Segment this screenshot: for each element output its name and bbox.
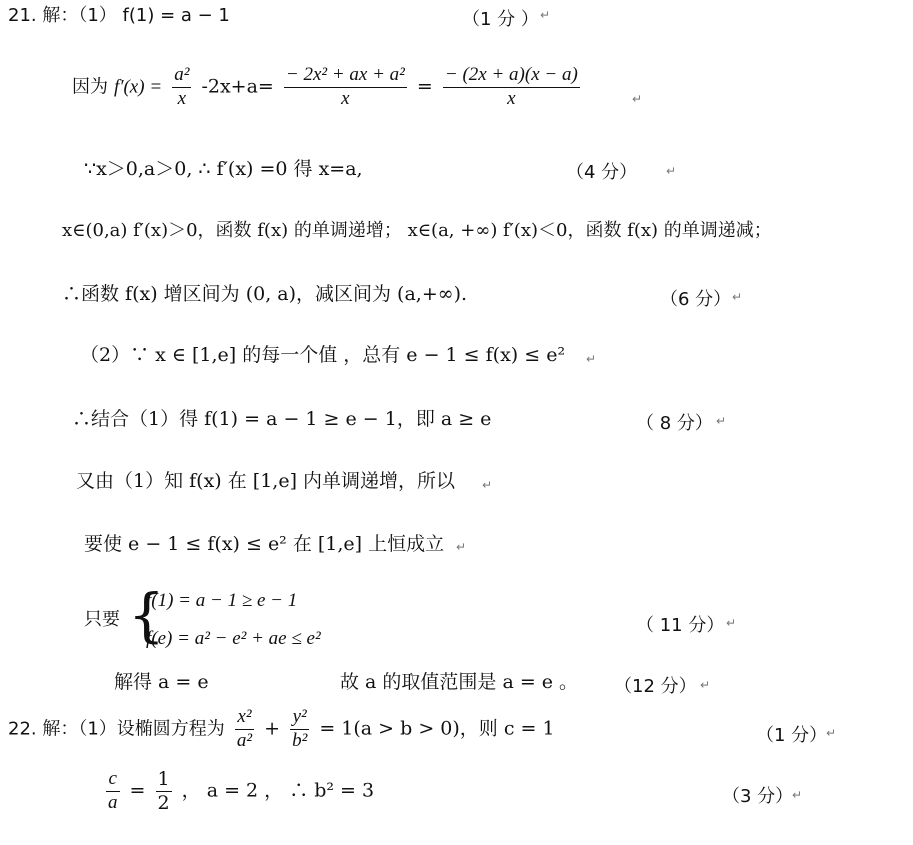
fraction-y2-over-b2 [290,706,309,753]
fraction-denominator: 2 [157,791,170,814]
q22-result: ， a = 2 ， ∴ b² = 3 [181,779,375,802]
fraction-numerator: 1 [157,768,170,790]
combine-text: ∴结合（1）得 f(1) = a − 1 ≥ e − 1，即 a ≥ e [72,408,492,430]
paragraph-mark-icon: ↵ [726,616,737,630]
q21-condition-1 [146,589,297,613]
fraction-numerator: a² [172,64,191,88]
q21-conclusion-line [340,671,578,694]
paragraph-mark-icon: ↵ [456,540,467,554]
q21-interval-line [62,283,467,306]
fraction-numerator: y² [290,706,309,730]
q21-combine-line [72,408,491,431]
q21-again-line [76,470,455,493]
fraction-one-half [156,768,172,815]
q21-score-6: （6 分） [660,289,732,310]
q21-score-12: （12 分） [614,676,697,697]
fraction-a2-over-x [172,64,191,111]
equals-sign: = [129,779,146,802]
since-text: ∵x＞0,a＞0, ∴ f′(x) =0 得 x=a, [84,158,363,180]
condition-1-text: f(1) = a − 1 ≥ e − 1 [146,590,298,611]
part2-text: （2）∵ x ∈ [1,e] 的每一个值 ，总有 e − 1 ≤ f(x) ≤ e² [80,344,566,366]
because-label: 因为 [72,76,108,98]
paragraph-mark-icon: ↵ [700,678,711,692]
q21-since-line [84,158,363,181]
q21-condition-2 [146,627,321,651]
fraction-numerator: − 2x² + ax + a² [284,64,407,88]
system-brace: { [128,581,165,649]
q21-part2-line [80,344,565,367]
fraction-denominator: a² [236,729,253,751]
q22-ratio-line [102,768,374,815]
fraction-c-over-a [106,768,120,815]
fraction-denominator: b² [292,729,308,751]
monotonic-text: x∈(0,a) f′(x)＞0，函数 f(x) 的单调递增； x∈(a, +∞) f′(x)＜0，函数 f(x) 的单调递减； [62,220,772,241]
fraction-denominator: a [108,791,118,813]
fraction-x2-over-a2 [235,706,254,753]
derivative-middle: -2x+a= [201,75,274,98]
fraction-denominator: x [507,87,516,109]
paragraph-mark-icon: ↵ [540,8,551,22]
fraction-numerator: c [106,768,120,792]
q22-header-line [8,706,555,753]
q21-score-11: （ 11 分） [636,615,725,636]
paragraph-mark-icon: ↵ [586,352,597,366]
equals-sign: = [416,75,433,98]
fraction-numerator: x² [235,706,254,730]
q21-solve-line [114,671,209,694]
q21-header [8,4,230,27]
q21-score-1: （1 分 ） [462,9,539,30]
fraction-quadratic [284,64,407,111]
fraction-denominator: x [177,87,186,109]
only-label-text: 只要 [84,609,120,630]
q22-score-3: （3 分） [722,786,794,807]
q22-header-suffix: = 1(a > b > 0)，则 c = 1 [319,717,555,740]
derivative-lhs: f′(x) = [114,76,163,98]
condition-2-text: f(e) = a² − e² + ae ≤ e² [146,628,321,649]
q21-score-8: （ 8 分） [636,413,713,434]
plus-sign: + [264,717,281,740]
conclusion-text: 故 a 的取值范围是 a = e 。 [340,671,579,693]
fraction-denominator: x [341,87,350,109]
paragraph-mark-icon: ↵ [732,290,743,304]
paragraph-mark-icon: ↵ [826,726,837,740]
paragraph-mark-icon: ↵ [716,414,727,428]
interval-text: ∴函数 f(x) 增区间为 (0, a)，减区间为 (a,+∞). [62,283,468,305]
q21-monotonic-line [62,220,772,242]
q21-require-line [84,533,444,556]
q21-derivative-line [72,64,584,111]
again-text: 又由（1）知 f(x) 在 [1,e] 内单调递增，所以 [76,470,456,492]
require-text: 要使 e − 1 ≤ f(x) ≤ e² 在 [1,e] 上恒成立 [84,533,445,555]
paragraph-mark-icon: ↵ [792,788,803,802]
paragraph-mark-icon: ↵ [666,164,677,178]
solve-text: 解得 a = e [114,671,209,693]
paragraph-mark-icon: ↵ [482,478,493,492]
q21-only-label [84,608,120,631]
paragraph-mark-icon: ↵ [632,92,643,106]
q22-score-1: （1 分） [756,725,828,746]
q21-header-text: 21. 解：（1） f(1) = a − 1 [8,5,230,26]
q22-header-prefix: 22. 解：（1）设椭圆方程为 [8,718,225,740]
fraction-factored [443,64,580,111]
q21-score-4: （4 分） [566,162,638,183]
fraction-numerator: − (2x + a)(x − a) [443,64,580,88]
